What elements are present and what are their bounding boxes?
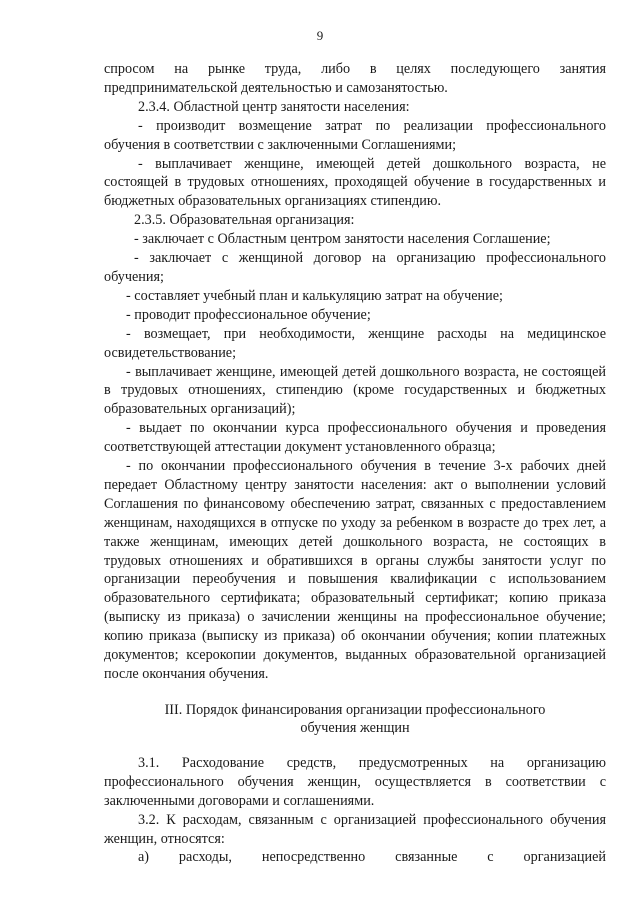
section-heading-line-2: обучения женщин bbox=[300, 720, 410, 737]
document-body bbox=[104, 60, 606, 867]
page-number: 9 bbox=[316, 28, 324, 43]
clause-2-3-5-item-3: - составляет учебный план и калькуляцию затрат на обучение; bbox=[126, 287, 503, 304]
clause-3-1: 3.1. Расходование средств, предусмотренных на организацию профессионального обучения женщин, осуществляется в соответствии с заключенными договорами и соглашениями. bbox=[104, 754, 606, 809]
section-heading bbox=[104, 701, 606, 738]
clause-2-3-4-item-2: - выплачивает женщине, имеющей детей дошкольного возраста, не состоящей в трудовых отношениях, проходящей обучение в государственных и бюджетных образовательных организациях стипендию. bbox=[104, 155, 606, 210]
clause-2-3-5-item-1: - заключает с Областным центром занятости населения Соглашение; bbox=[134, 231, 551, 248]
section-heading-line-1: III. Порядок финансирования организации профессионального bbox=[164, 701, 546, 718]
clause-2-3-4-item-1: - производит возмещение затрат по реализации профессионального обучения в соответствии с заключенными Соглашениями; bbox=[104, 117, 606, 153]
paragraph-continuation: спросом на рынке труда, либо в целях последующего занятия предпринимательской деятельностью и самозанятостью. bbox=[104, 61, 606, 96]
clause-2-3-5-item-7: - выдает по окончании курса профессионального обучения и проведения соответствующей аттестации документ установленного образца; bbox=[104, 420, 606, 456]
clause-2-3-5-item-5: - возмещает, при необходимости, женщине расходы на медицинское освидетельствование; bbox=[104, 325, 606, 361]
clause-3-2-item-a: а) расходы, непосредственно связанные с организацией bbox=[138, 849, 606, 866]
clause-2-3-5-item-2: - заключает с женщиной договор на организацию профессионального обучения; bbox=[104, 250, 606, 285]
clause-2-3-5-item-6: - выплачивает женщине, имеющей детей дошкольного возраста, не состоящей в трудовых отношениях, стипендию (кроме государственных и бюджетных образовательных организаций); bbox=[104, 363, 606, 418]
clause-3-2: 3.2. К расходам, связанным с организацией профессионального обучения женщин, относятся: bbox=[104, 811, 606, 847]
clause-2-3-5-item-8: - по окончании профессионального обучения в течение 3-х рабочих дней передает Областному центру занятости населения: акт о выполнении условий Соглашения по финансовому обеспечению затрат, связанных с предоставлением женщинам, находящихся в отпуске по уходу за ребенком в возрасте до трех лет, а также женщинам, имеющих детей дошкольного возраста, не состоящих в трудовых отношениях и обратившихся в органы службы занятости услуг по организации переобучения и повышения квалификации с использованием образовательного сертификата; образовательный сертификат; копию приказа (выписку из приказа) о зачислении женщины на профессиональное обучение; копию приказа (выписку из приказа) об окончании обучения; копии платежных документов; ксерокопии документов, выданных образовательной организацией после окончания обучения. bbox=[104, 458, 606, 682]
clause-2-3-5-item-4: - проводит профессиональное обучение; bbox=[126, 306, 371, 323]
clause-2-3-5-heading: 2.3.5. Образовательная организация: bbox=[134, 212, 355, 229]
clause-2-3-4-heading: 2.3.4. Областной центр занятости населения: bbox=[138, 98, 410, 115]
